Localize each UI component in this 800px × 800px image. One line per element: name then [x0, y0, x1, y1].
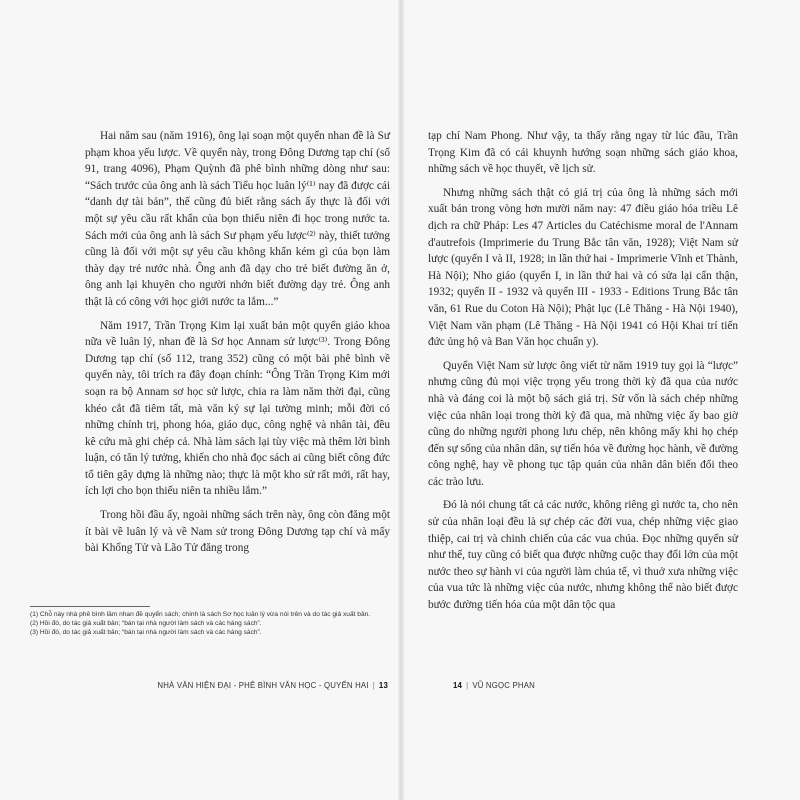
right-page	[428, 128, 738, 621]
right-paragraph-2: Nhưng những sách thật có giá trị của ông là những sách mới xuất bản trong vòng hơn mười năm nay: 47 điều giáo hóa triều Lê dịch ra chữ Pháp: Les 47 Articles du Catéchisme moral de l'Annam d'autrefois (Imprimerie du Trung Bắc tân văn, 1928); Việt Nam sử lược (quyển I và II, 1928; in lần thứ hai - Imprimerie Vĩnh et Thành, Hà Nội); Nho giáo (quyển I, in lần thứ hai và có sửa lại cẩn thận, 1932; quyển II - 1932 và quyển III - 1933 - Editions Trung Bắc tân văn, 61 Rue du Coton Hà Nội); Phật lục (Lê Thăng - Hà Nội 1940), Việt Nam văn phạm (Lê Thăng - Hà Nội 1941 có Hội Khai trí tiến đức ủng hộ và Ban Văn học chuẩn y).	[428, 186, 738, 349]
left-paragraph-2: Năm 1917, Trần Trọng Kim lại xuất bản một quyển giáo khoa nữa về luân lý, nhan đề là Sơ học Annam sử lược⁽³⁾. Trong Đông Dương tạp chí (số 112, trang 352) cũng có một bài phê bình về quyển này, tôi trích ra đây đoạn chính: “Ông Trần Trọng Kim mới soạn ra bộ Annam sơ học sử lược, chia ra làm năm thời đại, cũng khéo cắt đã tiêm tất, mà văn ký sự lại tường minh; mỗi đời có những chính trị, phong hóa, giáo dục, công nghệ và nhân tài, đều kê cứu mà ghi chép cả. Nhà làm sách lại tùy việc mà thêm lời bình luận, có tăn lý tưởng, khiến cho nhà đọc sách ai cũng biết công đức tổ tiên gây dựng là những nào; thực là một kho sử rất mới, rất hay, ích lợi cho bọn thiếu niên ta nhiều lắm.”	[85, 319, 390, 498]
running-author: VŨ NGỌC PHAN	[472, 681, 535, 690]
left-page-body	[85, 128, 390, 557]
running-title: NHÀ VĂN HIỆN ĐẠI - PHÊ BÌNH VĂN HỌC - QUYỂN HAI	[157, 681, 369, 690]
right-page-body	[428, 128, 738, 614]
footnotes	[30, 610, 392, 637]
left-paragraph-1: Hai năm sau (năm 1916), ông lại soạn một quyển nhan đề là Sư phạm khoa yếu lược. Về quyển này, trong Đông Dương tạp chí (số 91, trang 4096), Phạm Quỳnh đã phê bình những dòng như sau: “Sách trước của ông anh là sách Tiểu học luân lý⁽¹⁾ nay đã được cái “danh dự tài bản”, thế cũng đủ biết rằng sách ấy thực là đối với một sự yêu cầu rất khẩn của bọn thiếu niên đi học trong nước ta. Sách mới của ông anh là sách Sư phạm yếu lược⁽²⁾ này, thiết tưởng cũng là đối với một sự yêu cầu không khẩn kém gì của bọn làm thày dạy trẻ nước nhà. Ông anh đã dạy cho trẻ biết đường ăn ở, ông anh lại khuyên cho người nhớn biết đường dạy trẻ. Ông anh thật là có công với học giới nước ta lắm...”	[85, 130, 390, 308]
left-paragraph-3: Trong hồi đầu ấy, ngoài những sách trên này, ông còn đăng một ít bài về luân lý và về Nam sử trong Đông Dương tạp chí và mấy bài Khổng Tử và Lão Tử đăng trong	[85, 509, 390, 555]
right-paragraph-4: Đó là nói chung tất cả các nước, không riêng gì nước ta, cho nên sử của nhân loại đều là sự chép các đời vua, chép những việc giao thiệp, cai trị và chinh chiến của các vua chúa. Đọc những quyển sử như thế, tuy cũng có biết qua được những cuộc thay đổi lớn của một nước theo sự hành vi của người làm chúa tể, vì thuở xưa những việc của vua tức là những việc của nước, nhưng không thể nào biết được bước đường tiến hóa của một dân tộc qua	[428, 499, 738, 612]
left-page	[85, 128, 390, 564]
page-number-left: 13	[378, 681, 388, 690]
page-number-right: 14	[453, 681, 463, 690]
footnote-1: (1) Chỗ này nhà phê bình lầm nhan đề quyển sách; chính là sách Sơ học luân lý vừa nói trên và do tác giả xuất bản.	[30, 611, 371, 618]
book-gutter	[398, 0, 404, 800]
right-paragraph-1: tạp chí Nam Phong. Như vậy, ta thấy rằng ngay từ lúc đầu, Trần Trọng Kim đã có cái khuynh hướng soạn những sách giáo khoa, những sách về học thuyết, về lịch sử.	[428, 130, 738, 176]
footnote-3: (3) Hồi đó, do tác giả xuất bản; “bán tại nhà người làm sách và các hàng sách”.	[30, 629, 262, 636]
right-paragraph-3: Quyển Việt Nam sử lược ông viết từ năm 1919 tuy gọi là “lược” nhưng cũng đủ mọi việc trọng yếu trong thời kỳ đã qua của nước nhà và đáng coi là một bộ sách giá trị. Sử vốn là sách chép những việc của nhân loại trong thời kỳ đã qua, mà những việc ấy bao giờ cũng do những người phong lưu chép, nên không mấy khi họ chép đến sự sống của nhân dân, sự tiến hóa về đường học hành, về đường công nghệ, hay về phong tục tập quán của nhân dân biến đổi theo các trào lưu.	[428, 359, 738, 488]
footnote-2: (2) Hồi đó, do tác giả xuất bản; “bán tại nhà người làm sách và các hàng sách”.	[30, 620, 262, 627]
footnote-rule	[30, 606, 150, 607]
right-page-footer: 14 | VŨ NGỌC PHAN	[453, 681, 535, 690]
left-page-footer: NHÀ VĂN HIỆN ĐẠI - PHÊ BÌNH VĂN HỌC - QUYỂN HAI | 13	[157, 681, 388, 690]
